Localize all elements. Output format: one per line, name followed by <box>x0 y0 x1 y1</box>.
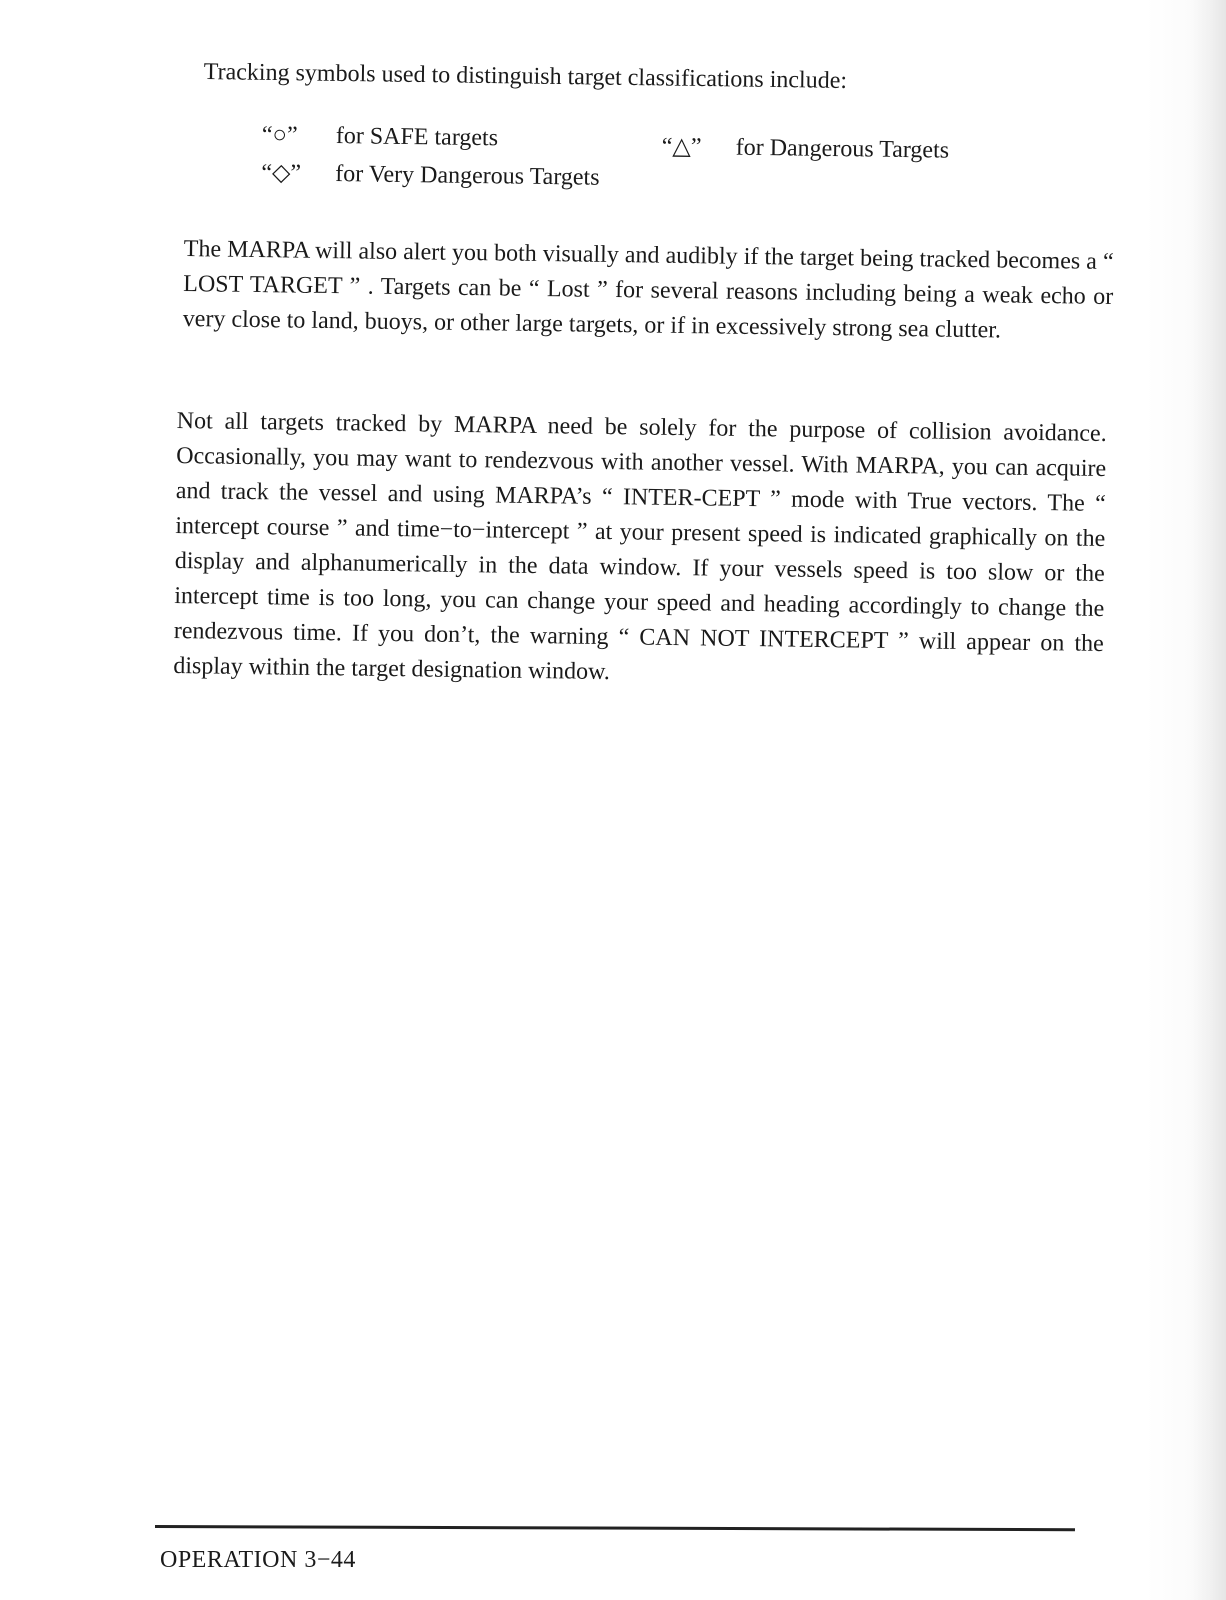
symbol-safe <box>262 122 499 152</box>
circle-icon: “○” <box>261 122 298 149</box>
symbol-dangerous-label: for Dangerous Targets <box>735 134 950 164</box>
page-edge-shadow <box>1146 0 1226 1600</box>
footer-rule <box>155 1525 1075 1531</box>
symbol-very-dangerous-label: for Very Dangerous Targets <box>335 161 600 191</box>
symbol-dangerous <box>662 132 950 165</box>
symbol-legend <box>261 122 1022 213</box>
intro-text: Tracking symbols used to distinguish target classifications include: <box>203 58 848 94</box>
page-footer-label: OPERATION 3−44 <box>160 1547 356 1573</box>
lost-target-paragraph: The MARPA will also alert you both visually and audibly if the target being tracked becomes a “ LOST TARGET ” . Targets can be “ Lost ” for several reasons including being a weak echo or very close to land, buoys, or other large targets, or if in excessively strong sea clutter. <box>182 235 1114 344</box>
triangle-icon: “△” <box>661 133 702 161</box>
intercept-paragraph: Not all targets tracked by MARPA need be solely for the purpose of collision avoidance. Occasionally, you may want to rendezvous with another vessel. With MARPA, you can acquire and track the vessel and using MARPA’s “ INTER-CEPT ” mode with True vectors. The “ intercept course ” and time−to−intercept ” at your present speed is indicated graphically on the display and alphanumerically in the data window. If your vessels speed is too slow or the intercept time is too long, you can change your speed and heading accordingly to change the rendezvous time. If you don’t, the warning “ CAN NOT INTERCEPT ” will appear on the display within the target designation window. <box>173 407 1107 686</box>
diamond-icon: “◇” <box>261 159 302 187</box>
symbol-very-dangerous <box>261 158 600 192</box>
symbol-safe-label: for SAFE targets <box>335 123 499 152</box>
